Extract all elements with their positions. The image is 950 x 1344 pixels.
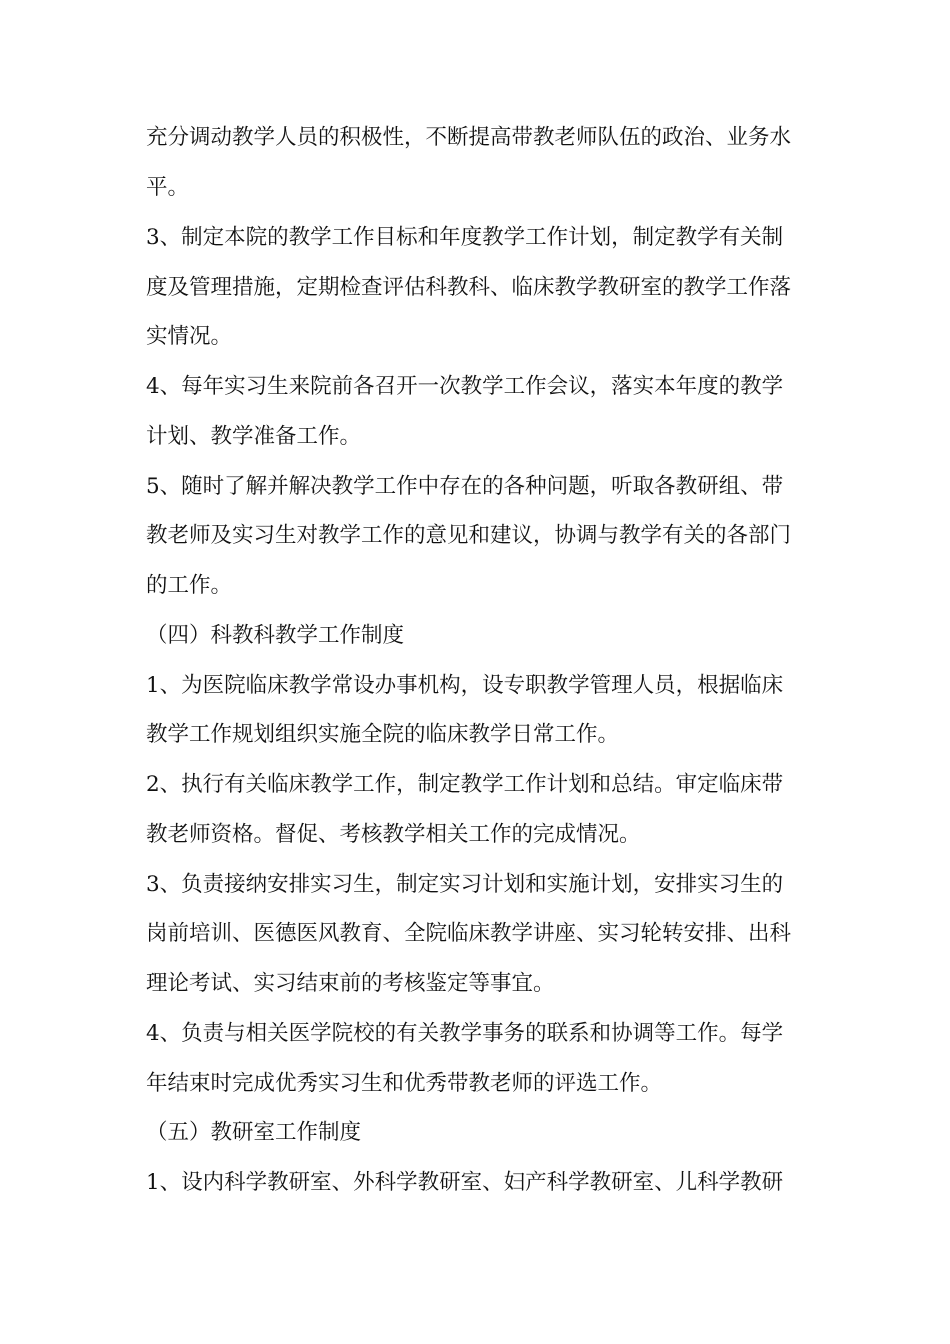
text-line: 4、每年实习生来院前各召开一次教学工作会议，落实本年度的教学: [146, 374, 784, 399]
text-line: 4、负责与相关医学院校的有关教学事务的联系和协调等工作。每学: [146, 1021, 784, 1046]
text-line: 1、设内科学教研室、外科学教研室、妇产科学教研室、儿科学教研: [146, 1170, 784, 1195]
text-line: 年结束时完成优秀实习生和优秀带教老师的评选工作。: [146, 1071, 663, 1096]
text-line: 计划、教学准备工作。: [146, 424, 362, 449]
text-line: 教学工作规划组织实施全院的临床教学日常工作。: [146, 722, 620, 747]
text-line: 度及管理措施，定期检查评估科教科、临床教学教研室的教学工作落: [146, 275, 792, 300]
text-line: 3、负责接纳安排实习生，制定实习计划和实施计划，安排实习生的: [146, 872, 784, 897]
text-line: 2、执行有关临床教学工作，制定教学工作计划和总结。审定临床带: [146, 772, 784, 797]
text-line: 岗前培训、医德医风教育、全院临床教学讲座、实习轮转安排、出科: [146, 921, 792, 946]
text-line: 1、为医院临床教学常设办事机构，设专职教学管理人员，根据临床: [146, 673, 784, 698]
text-line: 3、制定本院的教学工作目标和年度教学工作计划，制定教学有关制: [146, 225, 784, 250]
text-line: 充分调动教学人员的积极性，不断提高带教老师队伍的政治、业务水: [146, 125, 792, 150]
text-line: 教老师资格。督促、考核教学相关工作的完成情况。: [146, 822, 641, 847]
text-line: 的工作。: [146, 573, 233, 598]
text-line: 理论考试、实习结束前的考核鉴定等事宜。: [146, 971, 555, 996]
section-heading: （五）教研室工作制度: [146, 1120, 362, 1145]
text-line: 5、随时了解并解决教学工作中存在的各种问题，听取各教研组、带: [146, 474, 784, 499]
section-heading: （四）科教科教学工作制度: [146, 623, 405, 648]
text-line: 平。: [146, 175, 190, 200]
text-line: 实情况。: [146, 324, 233, 349]
text-line: 教老师及实习生对教学工作的意见和建议，协调与教学有关的各部门: [146, 523, 792, 548]
